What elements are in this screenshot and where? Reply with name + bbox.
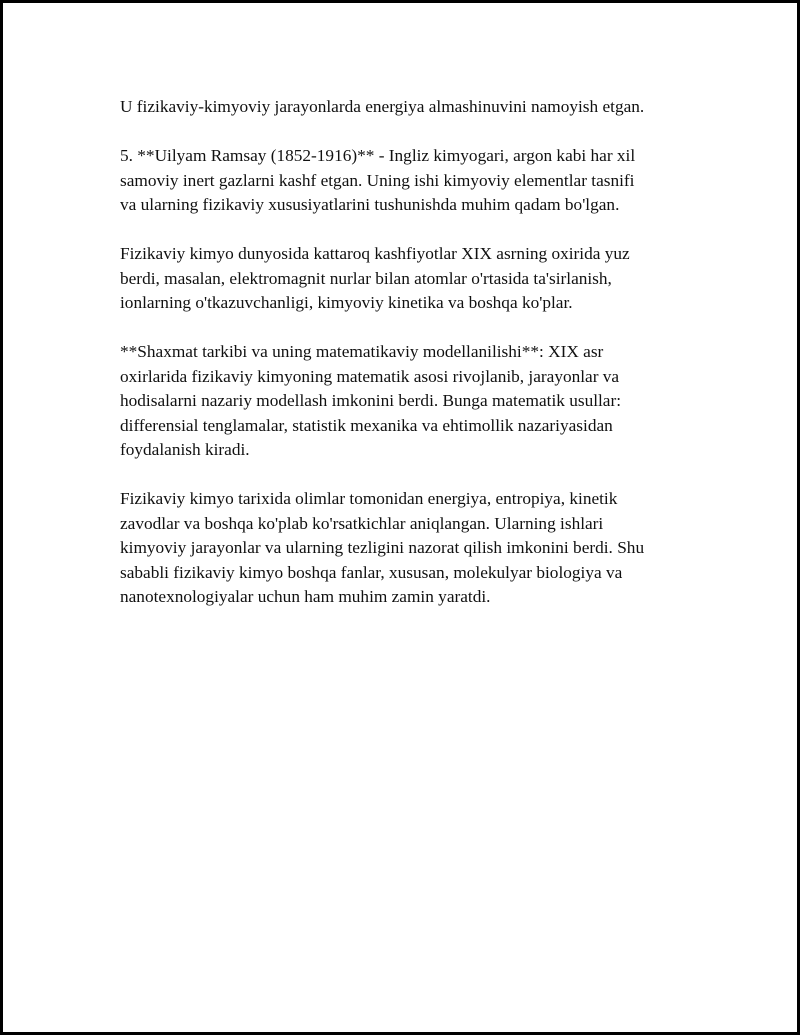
document-body (120, 95, 700, 634)
paragraph-ramsay: 5. **Uilyam Ramsay (1852-1916)** - Ingliz kimyogari, argon kabi har xil samoviy inert gazlarni kashf etgan. Uning ishi kimyoviy elementlar tasnifi va ularning fizikaviy xususiyatlarini tushunishda muhim qadam bo'lgan. (120, 146, 636, 214)
paragraph-discoveries: Fizikaviy kimyo dunyosida kattaroq kashfiyotlar XIX asrning oxirida yuz berdi, masalan, elektromagnit nurlar bilan atomlar o'rtasida ta'sirlanish, ionlarning o'tkazuvchanligi, kimyoviy kinetika va boshqa ko'plar. (120, 244, 630, 312)
paragraph-energy-exchange: U fizikaviy-kimyoviy jarayonlarda energiya almashinuvini namoyish etgan. (120, 97, 645, 116)
paragraph-history-summary: Fizikaviy kimyo tarixida olimlar tomonidan energiya, entropiya, kinetik zavodlar va boshqa ko'plab ko'rsatkichlar aniqlangan. Ularning ishlari kimyoviy jarayonlar va ularning tezligini nazorat qilish imkonini berdi. Shu sababli fizikaviy kimyo boshqa fanlar, xususan, molekulyar biologiya va nanotexnologiyalar uchun ham muhim zamin yaratdi. (120, 489, 645, 606)
paragraph-mathematical-modeling: **Shaxmat tarkibi va uning matematikaviy modellanilishi**: XIX asr oxirlarida fizikaviy kimyoning matematik asosi rivojlanib, jarayonlar va hodisalarni nazariy modellash imkonini berdi. Bunga matematik usullar: differensial tenglamalar, statistik mexanika va ehtimollik nazariyasidan foydalanish kiradi. (120, 342, 622, 459)
